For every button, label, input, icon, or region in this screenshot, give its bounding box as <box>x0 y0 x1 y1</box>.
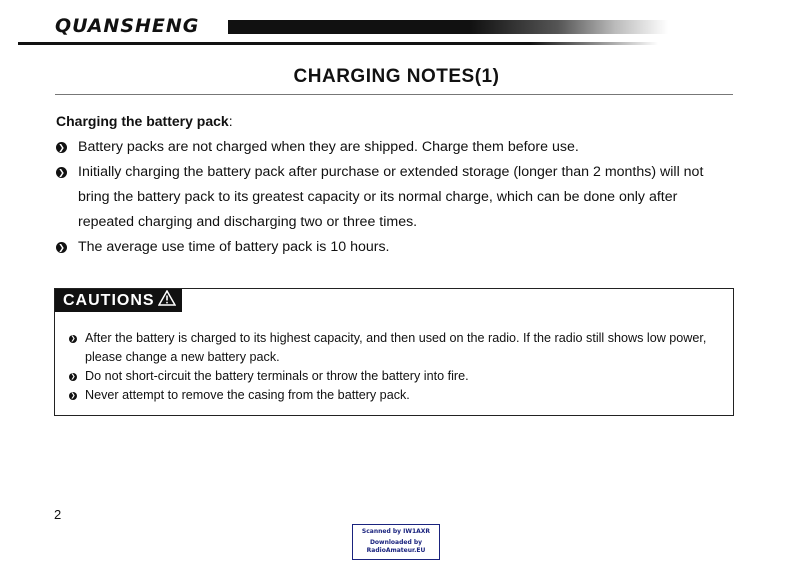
section-heading-text: Charging the battery pack <box>56 113 229 129</box>
header-bar <box>228 20 668 34</box>
stamp-line-2: Downloaded by <box>369 539 423 546</box>
bullet-text: The average use time of battery pack is 10 hours. <box>78 239 390 255</box>
scan-stamp <box>352 524 440 560</box>
warning-triangle-icon <box>158 290 176 311</box>
list-item <box>69 386 719 405</box>
stamp-line-1: Scanned by IW1AXR <box>361 528 431 535</box>
list-item <box>56 135 736 160</box>
cautions-list <box>69 329 719 405</box>
charging-bullet-list <box>56 135 736 260</box>
brand-logo: QUANSHENG <box>55 15 200 37</box>
stamp-line-3: RadioAmateur.EU <box>366 547 426 554</box>
bullet-icon: ❯ <box>70 336 76 342</box>
caution-text: Never attempt to remove the casing from the battery pack. <box>85 388 410 402</box>
title-rule <box>55 94 733 95</box>
bullet-icon: ❯ <box>70 393 76 399</box>
list-item <box>56 235 736 260</box>
cautions-title: CAUTIONS <box>63 291 155 309</box>
page-title: CHARGING NOTES(1) <box>293 66 500 87</box>
bullet-text: Battery packs are not charged when they are shipped. Charge them before use. <box>78 139 579 155</box>
section-heading <box>56 113 233 129</box>
cautions-box <box>54 288 734 416</box>
bullet-text: Initially charging the battery pack after purchase or extended storage (longer than 2 months) will not bring the battery pack to its greatest capacity or its normal charge, which can be done only after repeated charging and discharging two or three times. <box>78 164 704 230</box>
list-item <box>69 329 719 367</box>
caution-text: Do not short-circuit the battery terminals or throw the battery into fire. <box>85 369 469 383</box>
section-heading-colon: : <box>228 113 233 129</box>
header-rule <box>18 42 658 45</box>
caution-text: After the battery is charged to its highest capacity, and then used on the radio. If the radio still shows low power, please change a new battery pack. <box>85 331 707 364</box>
cautions-header <box>55 289 182 312</box>
page-number: 2 <box>54 507 62 522</box>
bullet-icon: ❯ <box>56 167 67 178</box>
list-item <box>56 160 736 235</box>
bullet-icon: ❯ <box>70 374 76 380</box>
list-item <box>69 367 719 386</box>
bullet-icon: ❯ <box>56 242 67 253</box>
bullet-icon: ❯ <box>56 142 67 153</box>
